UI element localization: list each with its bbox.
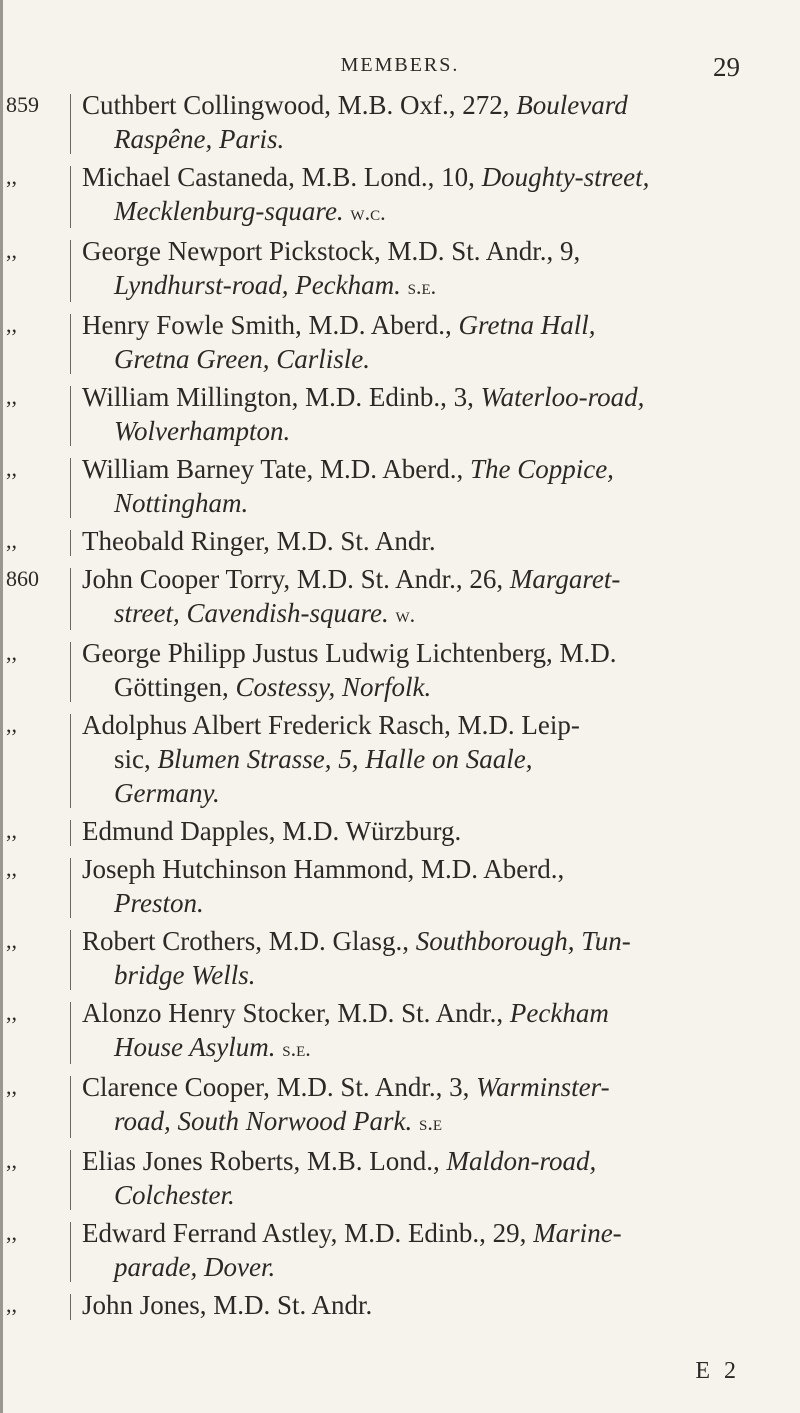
member-entry (0, 1144, 800, 1212)
column-rule (70, 1076, 71, 1138)
member-address: Doughty-street, (481, 162, 650, 192)
member-text (82, 452, 730, 520)
member-address-cont: Colchester. (114, 1180, 235, 1210)
election-year: 859 (6, 92, 39, 117)
column-rule (70, 94, 71, 154)
member-entry (0, 708, 800, 810)
column-rule (70, 386, 71, 446)
member-entry (0, 814, 800, 848)
member-address-cont: parade, Dover. (114, 1252, 276, 1282)
column-rule (70, 642, 71, 702)
member-address-cont: street, Cavendish-square. (114, 598, 389, 628)
member-name: William Millington, M.D. Edinb., 3, (82, 382, 474, 412)
column-rule (70, 714, 71, 808)
member-name: Joseph Hutchinson Hammond, M.D. Aberd., (82, 854, 565, 884)
member-address: Southborough, Tun- (415, 926, 631, 956)
member-entry (0, 452, 800, 520)
column-rule (70, 240, 71, 302)
column-rule (70, 1222, 71, 1282)
member-address-cont: House Asylum. (114, 1032, 276, 1062)
running-head (0, 52, 800, 84)
member-address-country: Germany. (114, 778, 220, 808)
column-rule (70, 1150, 71, 1210)
member-name: John Jones, M.D. St. Andr. (82, 1290, 373, 1320)
election-year: ,, (6, 1148, 17, 1173)
member-name: Michael Castaneda, M.B. Lond., 10, (82, 162, 475, 192)
column-rule (70, 458, 71, 518)
member-address: Boulevard (516, 90, 628, 120)
column-rule (70, 1002, 71, 1064)
election-year: ,, (6, 456, 17, 481)
member-text (82, 814, 730, 848)
member-address: Gretna Hall, (458, 310, 596, 340)
election-year: ,, (6, 1220, 17, 1245)
member-entry (0, 1288, 800, 1322)
member-name: Robert Crothers, M.D. Glasg., (82, 926, 409, 956)
member-address-cont: bridge Wells. (114, 960, 256, 990)
member-name: Henry Fowle Smith, M.D. Aberd., (82, 310, 452, 340)
column-rule (70, 858, 71, 918)
signature-mark: E 2 (695, 1358, 740, 1384)
member-address: Peckham (509, 998, 609, 1028)
election-year: 860 (6, 566, 39, 591)
member-address: Margaret- (509, 564, 621, 594)
member-entry (0, 636, 800, 704)
member-text (82, 924, 730, 992)
postal-district: s.e. (407, 274, 437, 299)
member-entry (0, 1216, 800, 1284)
member-entry (0, 1070, 800, 1140)
member-address: Warminster- (476, 1072, 610, 1102)
member-text (82, 1070, 730, 1140)
member-text (82, 1216, 730, 1284)
member-entry (0, 852, 800, 920)
member-degree-place: sic, (114, 744, 151, 774)
member-name: Clarence Cooper, M.D. St. Andr., 3, (82, 1072, 470, 1102)
member-address-cont: road, South Norwood Park. (114, 1106, 413, 1136)
member-entry (0, 160, 800, 230)
member-text (82, 708, 730, 810)
column-rule (70, 166, 71, 228)
member-name: John Cooper Torry, M.D. St. Andr., 26, (82, 564, 504, 594)
member-address-cont: Wolverhampton. (114, 416, 291, 446)
election-year: ,, (6, 640, 17, 665)
member-entry (0, 924, 800, 992)
column-rule (70, 930, 71, 990)
member-address-cont: Blumen Strasse, 5, Halle on Saale, (157, 744, 533, 774)
member-entry (0, 562, 800, 632)
column-rule (70, 568, 71, 630)
page-number: 29 (713, 52, 740, 82)
member-text (82, 636, 730, 704)
member-list (0, 88, 800, 1326)
member-name: Adolphus Albert Frederick Rasch, M.D. Leip- (82, 710, 580, 740)
member-name: Edward Ferrand Astley, M.D. Edinb., 29, (82, 1218, 527, 1248)
election-year: ,, (6, 1292, 17, 1317)
election-year: ,, (6, 238, 17, 263)
postal-district: s.e. (282, 1036, 311, 1061)
member-entry (0, 524, 800, 558)
member-text (82, 88, 730, 156)
member-name: William Barney Tate, M.D. Aberd., (82, 454, 464, 484)
postal-district: w.c. (350, 200, 386, 225)
member-address: Waterloo-road, (480, 382, 645, 412)
member-name: George Philipp Justus Ludwig Lichtenberg, M.D. (82, 638, 617, 668)
member-name: Cuthbert Collingwood, M.B. Oxf., 272, (82, 90, 510, 120)
election-year: ,, (6, 712, 17, 737)
postal-district: w. (395, 602, 416, 627)
member-text (82, 308, 730, 376)
column-rule (70, 530, 71, 556)
member-address-cont: Raspêne, Paris. (114, 124, 285, 154)
member-text (82, 524, 730, 558)
member-address-cont: Lyndhurst-road, Peckham. (114, 270, 401, 300)
election-year: ,, (6, 528, 17, 553)
election-year: ,, (6, 384, 17, 409)
member-text (82, 996, 730, 1066)
member-name: Elias Jones Roberts, M.B. Lond., (82, 1146, 440, 1176)
election-year: ,, (6, 312, 17, 337)
column-rule (70, 314, 71, 374)
member-entry (0, 88, 800, 156)
running-title: MEMBERS. (340, 54, 460, 76)
member-address-cont: Preston. (114, 888, 204, 918)
member-address: Marine- (533, 1218, 622, 1248)
member-entry (0, 234, 800, 304)
member-text (82, 852, 730, 920)
member-entry (0, 380, 800, 448)
member-degree-place: Göttingen, (114, 672, 229, 702)
member-address: The Coppice, (469, 454, 614, 484)
column-rule (70, 1294, 71, 1320)
election-year: ,, (6, 856, 17, 881)
member-name: Theobald Ringer, M.D. St. Andr. (82, 526, 436, 556)
member-text (82, 160, 730, 230)
member-entry (0, 308, 800, 376)
column-rule (70, 820, 71, 846)
election-year: ,, (6, 1074, 17, 1099)
member-address: Maldon-road, (446, 1146, 597, 1176)
member-text (82, 234, 730, 304)
member-address-cont: Mecklenburg-square. (114, 196, 344, 226)
member-name: Edmund Dapples, M.D. Würzburg. (82, 816, 462, 846)
member-address-cont: Costessy, Norfolk. (235, 672, 432, 702)
election-year: ,, (6, 928, 17, 953)
member-text (82, 1288, 730, 1322)
member-entry (0, 996, 800, 1066)
member-text (82, 1144, 730, 1212)
election-year: ,, (6, 1000, 17, 1025)
member-text (82, 380, 730, 448)
member-text (82, 562, 730, 632)
election-year: ,, (6, 164, 17, 189)
member-name: George Newport Pickstock, M.D. St. Andr., 9, (82, 236, 581, 266)
member-address-cont: Gretna Green, Carlisle. (114, 344, 370, 374)
member-name: Alonzo Henry Stocker, M.D. St. Andr., (82, 998, 504, 1028)
postal-district: s.e (419, 1110, 443, 1135)
election-year: ,, (6, 818, 17, 843)
member-address-cont: Nottingham. (114, 488, 249, 518)
